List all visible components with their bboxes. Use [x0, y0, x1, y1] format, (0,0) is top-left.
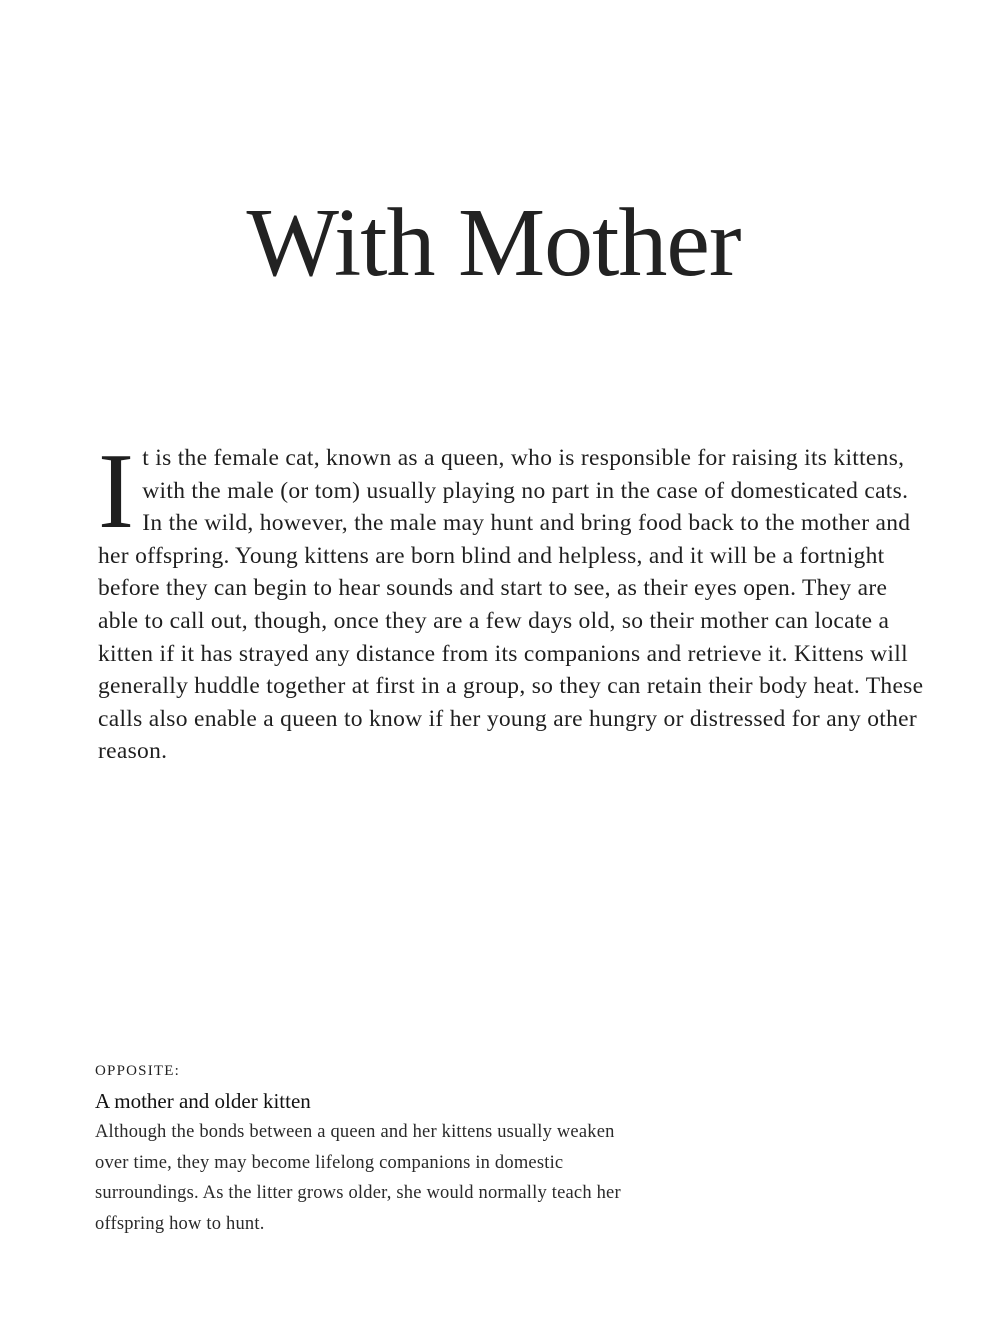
- article-body: [98, 432, 933, 768]
- caption-heading: A mother and older kitten: [95, 1089, 311, 1113]
- page-title: With Mother: [246, 189, 741, 297]
- caption-text: Although the bonds between a queen and her kittens usually weaken over time, they may become lifelong companions in domestic surroundings. As the litter grows older, she would normally teach her offspring how to hunt.: [95, 1122, 621, 1234]
- caption-label: OPPOSITE:: [95, 1063, 180, 1079]
- article-text: t is the female cat, known as a queen, who is responsible for raising its kittens, with the male (or tom) usually playing no part in the case of domesticated cats. In the wild, however, the male may hunt and bring food back to the mother and her offspring. Young kittens are born blind and helpless, and it will be a fortnight before they can begin to hear sounds and start to see, as their eyes open. They are able to call out, though, once they are a few days old, so their mother can locate a kitten if it has strayed any distance from its companions and retrieve it. Kittens will generally huddle together at first in a group, so they can retain their body heat. These calls also enable a queen to know if her young are hungry or distressed for any other reason.: [98, 445, 924, 765]
- photo-caption: [95, 1061, 635, 1239]
- drop-cap: I: [98, 432, 135, 551]
